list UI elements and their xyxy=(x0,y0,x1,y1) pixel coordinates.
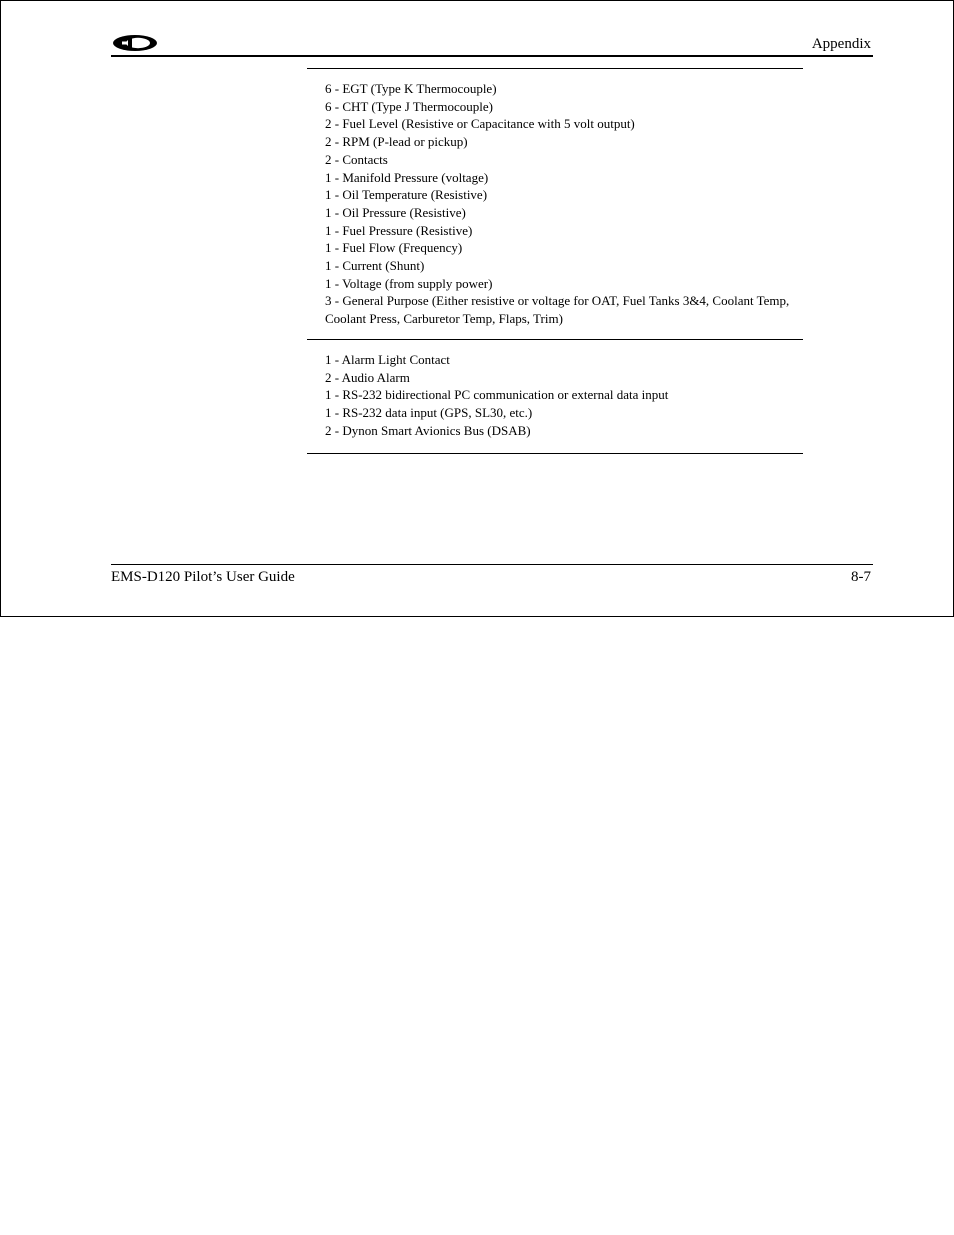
dynon-logo-icon xyxy=(111,33,159,53)
list-item: 6 - EGT (Type K Thermocouple) xyxy=(325,81,497,96)
document-title: EMS-D120 Pilot’s User Guide xyxy=(111,569,295,585)
table-bottom-rule xyxy=(307,453,803,454)
section-title: Appendix xyxy=(811,36,871,52)
list-item: 1 - Manifold Pressure (voltage) xyxy=(325,169,489,185)
inputs-list xyxy=(325,80,795,328)
list-item: 2 - Dynon Smart Avionics Bus (DSAB) xyxy=(325,422,531,438)
list-item: 1 - Fuel Pressure (Resistive) xyxy=(325,222,473,238)
list-item: 2 - RPM (P-lead or pickup) xyxy=(325,134,468,150)
list-item: 6 - CHT (Type J Thermocouple) xyxy=(325,98,493,114)
page-frame xyxy=(0,0,954,617)
list-item: 3 - General Purpose (Either resistive or voltage for OAT, Fuel Tanks 3&4, Coolant Temp, Coolant Press, Carburetor Temp, Flaps, Trim) xyxy=(325,293,790,327)
list-item: 1 - Alarm Light Contact xyxy=(325,352,450,367)
list-item: 1 - Voltage (from supply power) xyxy=(325,275,493,291)
page-footer xyxy=(111,564,873,589)
list-item: 1 - Oil Temperature (Resistive) xyxy=(325,187,488,203)
list-item: 1 - RS-232 data input (GPS, SL30, etc.) xyxy=(325,405,533,421)
list-item: 1 - Fuel Flow (Frequency) xyxy=(325,240,463,256)
list-item: 2 - Audio Alarm xyxy=(325,369,410,385)
list-item: 2 - Fuel Level (Resistive or Capacitance with 5 volt output) xyxy=(325,116,635,132)
table-row-divider xyxy=(307,339,803,340)
list-item: 1 - Current (Shunt) xyxy=(325,258,425,274)
page-number: 8-7 xyxy=(851,569,871,585)
list-item: 1 - Oil Pressure (Resistive) xyxy=(325,204,466,220)
list-item: 1 - RS-232 bidirectional PC communication or external data input xyxy=(325,387,669,403)
list-item: 2 - Contacts xyxy=(325,151,388,167)
outputs-list xyxy=(325,351,795,440)
table-top-rule xyxy=(307,68,803,69)
page-header xyxy=(111,31,873,57)
